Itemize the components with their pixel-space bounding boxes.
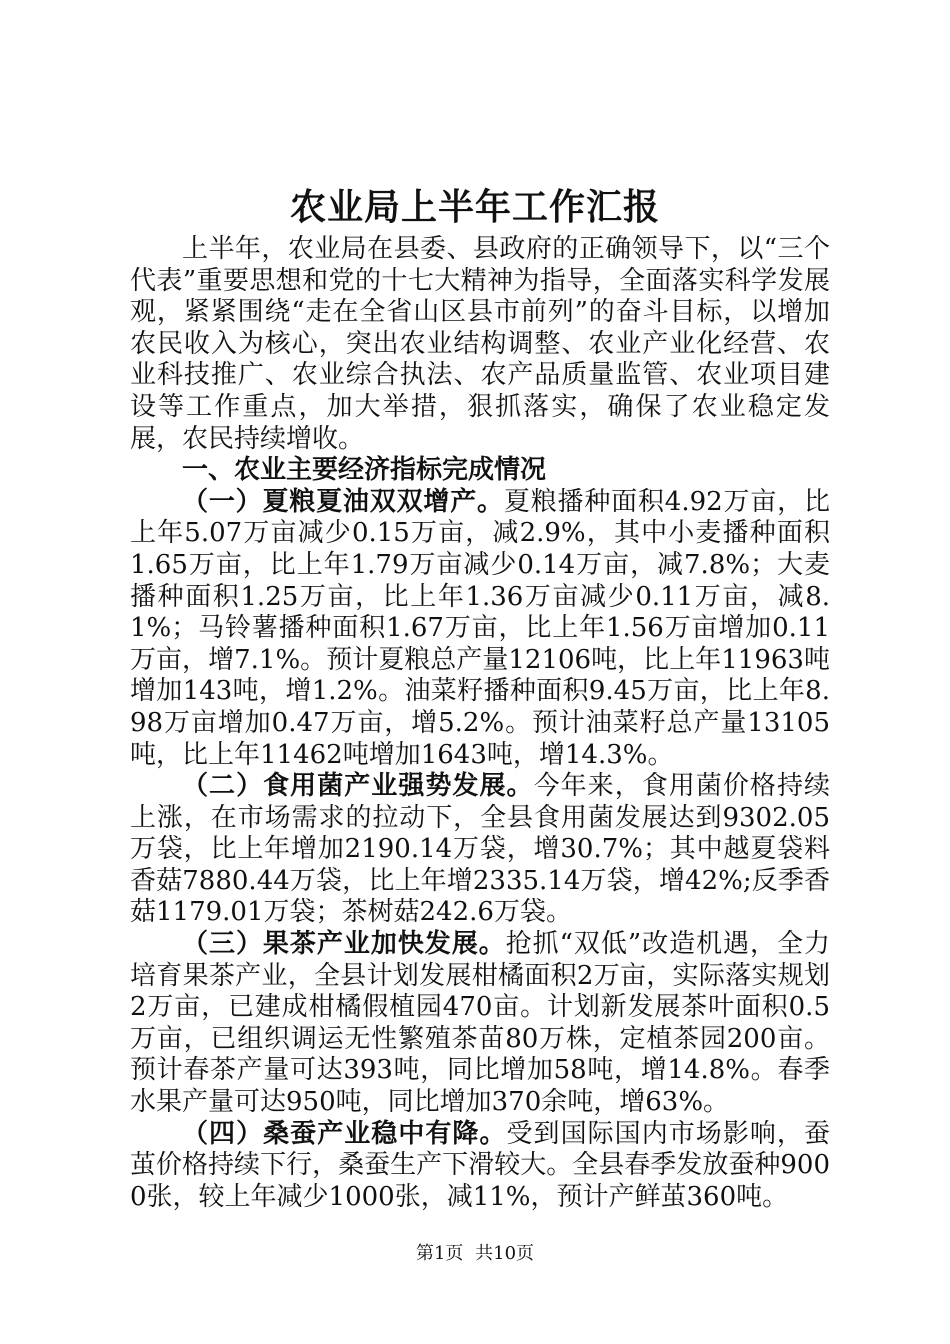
item-lead-3: （三）果茶产业加快发展。 [182,929,506,960]
item-paragraph-3 [130,929,830,1119]
page-number: 第1页 [415,1243,464,1264]
document-title: 农业局上半年工作汇报 [289,186,660,228]
item-text-1: 夏粮播种面积4.92万亩，比上年5.07万亩减少0.15万亩，减2.9%，其中小麦播种面积1.65万亩，比上年1.79万亩减少0.14万亩，减7.8%；大麦播种面积1.25万亩，比上年1.36万亩减少0.11万亩，减8.1%；马铃薯播种面积1.67万亩，比上年1.56万亩增加0.11万亩，增7.1%。预计夏粮总产量12106吨，比上年11963吨增加143吨，增1.2%。油菜籽播种面积9.45万亩，比上年8.98万亩增加0.47万亩，增5.2%。预计油菜籽总产量13105吨，比上年11462吨增加1643吨，增14.3%。 [130,486,830,770]
page-footer [0,1242,950,1266]
item-text-3: 抢抓“双低”改造机遇，全力培育果茶产业，全县计划发展柑橘面积2万亩，实际落实规划2万亩，已建成柑橘假植园470亩。计划新发展茶叶面积0.5万亩，已组织调运无性繁殖茶苗80万株，定植茶园200亩。预计春茶产量可达393吨，同比增加58吨，增14.8%。春季水果产量可达950吨，同比增加370余吨，增63%。 [130,929,830,1118]
document-body [130,234,830,1213]
item-paragraph-2 [130,771,830,929]
item-paragraph-1 [130,487,830,771]
item-lead-4: （四）桑蚕产业稳中有降。 [182,1118,507,1149]
item-text-4: 受到国际国内市场影响，蚕茧价格持续下行，桑蚕生产下滑较大。全县春季发放蚕种9000张，较上年减少1000张，减11%，预计产鲜茧360吨。 [130,1118,830,1212]
section-heading: 一、农业主要经济指标完成情况 [182,455,547,486]
item-text-2: 今年来，食用菌价格持续上涨，在市场需求的拉动下，全县食用菌发展达到9302.05万袋，比上年增加2190.14万袋，增30.7%；其中越夏袋料香菇7880.44万袋，比上年增2335.14万袋，增42%;反季香菇1179.01万袋；茶树菇242.6万袋。 [130,771,830,928]
page-total: 共10页 [475,1243,535,1264]
intro-paragraph: 上半年，农业局在县委、县政府的正确领导下，以“三个代表”重要思想和党的十七大精神为指导，全面落实科学发展观，紧紧围绕“走在全省山区县市前列”的奋斗目标，以增加农民收入为核心，突出农业结构调整、农业产业化经营、农业科技推广、农业综合执法、农产品质量监管、农业项目建设等工作重点，加大举措，狠抓落实，确保了农业稳定发展，农民持续增收。 [130,234,830,454]
item-lead-1: （一）夏粮夏油双双增产。 [182,486,504,517]
item-paragraph-4 [130,1119,830,1214]
item-lead-2: （二）食用菌产业强势发展。 [182,771,534,802]
